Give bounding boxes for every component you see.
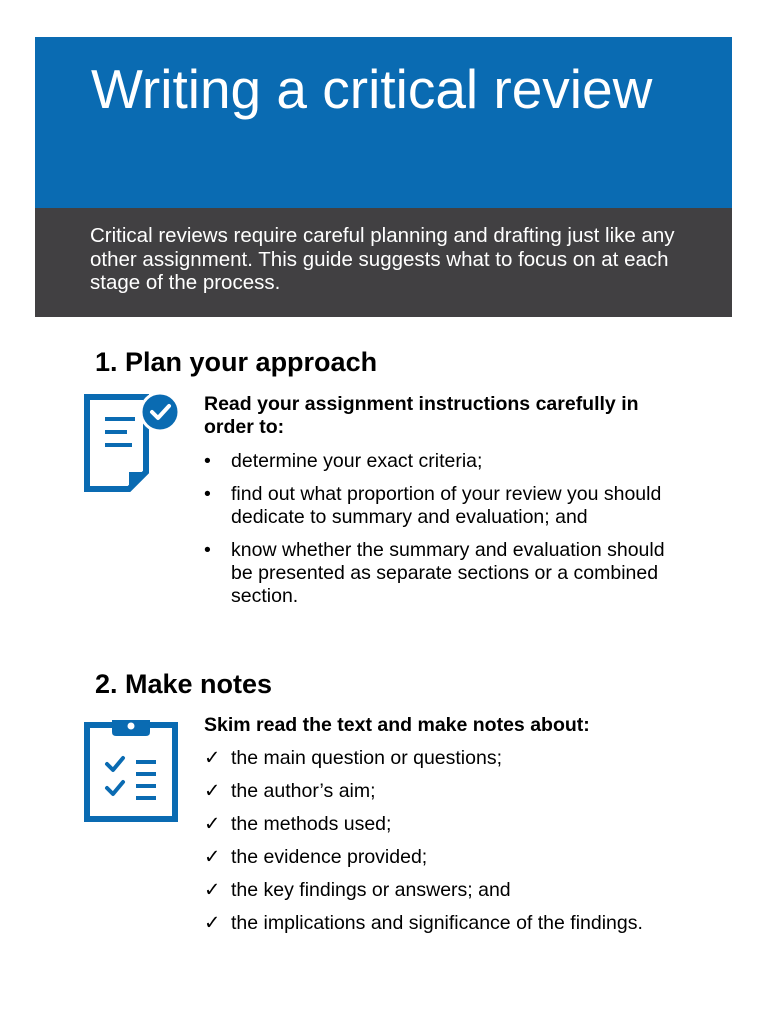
section-heading-plan: 1. Plan your approach	[95, 347, 378, 377]
clipboard-checklist-icon	[84, 716, 180, 829]
list-item-text: find out what proportion of your review you should dedicate to summary and evaluation; and	[231, 483, 662, 528]
bullet-marker: •	[204, 539, 211, 561]
section-lead-plan: Read your assignment instructions carefully in order to:	[204, 393, 639, 438]
checklist-notes	[204, 747, 684, 945]
check-marker: ✓	[204, 879, 221, 901]
intro-banner	[35, 208, 732, 317]
list-item	[204, 483, 684, 529]
list-item	[204, 846, 684, 869]
list-item	[204, 912, 684, 935]
list-item-text: the methods used;	[231, 813, 392, 835]
bullet-marker: •	[204, 483, 211, 505]
bullet-list-plan	[204, 450, 684, 618]
list-item-text: the key findings or answers; and	[231, 879, 511, 901]
page-title: Writing a critical review	[91, 58, 653, 120]
intro-text: Critical reviews require careful planning and drafting just like any other assignment. This guide suggests what to focus on at each stage of the process.	[90, 224, 675, 294]
list-item	[204, 539, 684, 608]
list-item	[204, 747, 684, 770]
list-item-text: determine your exact criteria;	[231, 450, 483, 472]
list-item	[204, 780, 684, 803]
check-marker: ✓	[204, 846, 221, 868]
check-marker: ✓	[204, 747, 221, 769]
list-item-text: the author’s aim;	[231, 780, 376, 802]
list-item-text: the evidence provided;	[231, 846, 428, 868]
section-heading-notes: 2. Make notes	[95, 669, 273, 699]
title-banner	[35, 37, 732, 208]
list-item-text: the main question or questions;	[231, 747, 503, 769]
section-lead-notes: Skim read the text and make notes about:	[204, 714, 590, 736]
check-marker: ✓	[204, 813, 221, 835]
check-marker: ✓	[204, 780, 221, 802]
list-item-text: know whether the summary and evaluation should be presented as separate sections or a combined section.	[231, 539, 665, 607]
list-item	[204, 813, 684, 836]
document-checkmark-icon	[84, 392, 184, 499]
check-marker: ✓	[204, 912, 221, 934]
list-item	[204, 879, 684, 902]
list-item-text: the implications and significance of the findings.	[231, 912, 643, 934]
list-item	[204, 450, 684, 473]
bullet-marker: •	[204, 450, 211, 472]
